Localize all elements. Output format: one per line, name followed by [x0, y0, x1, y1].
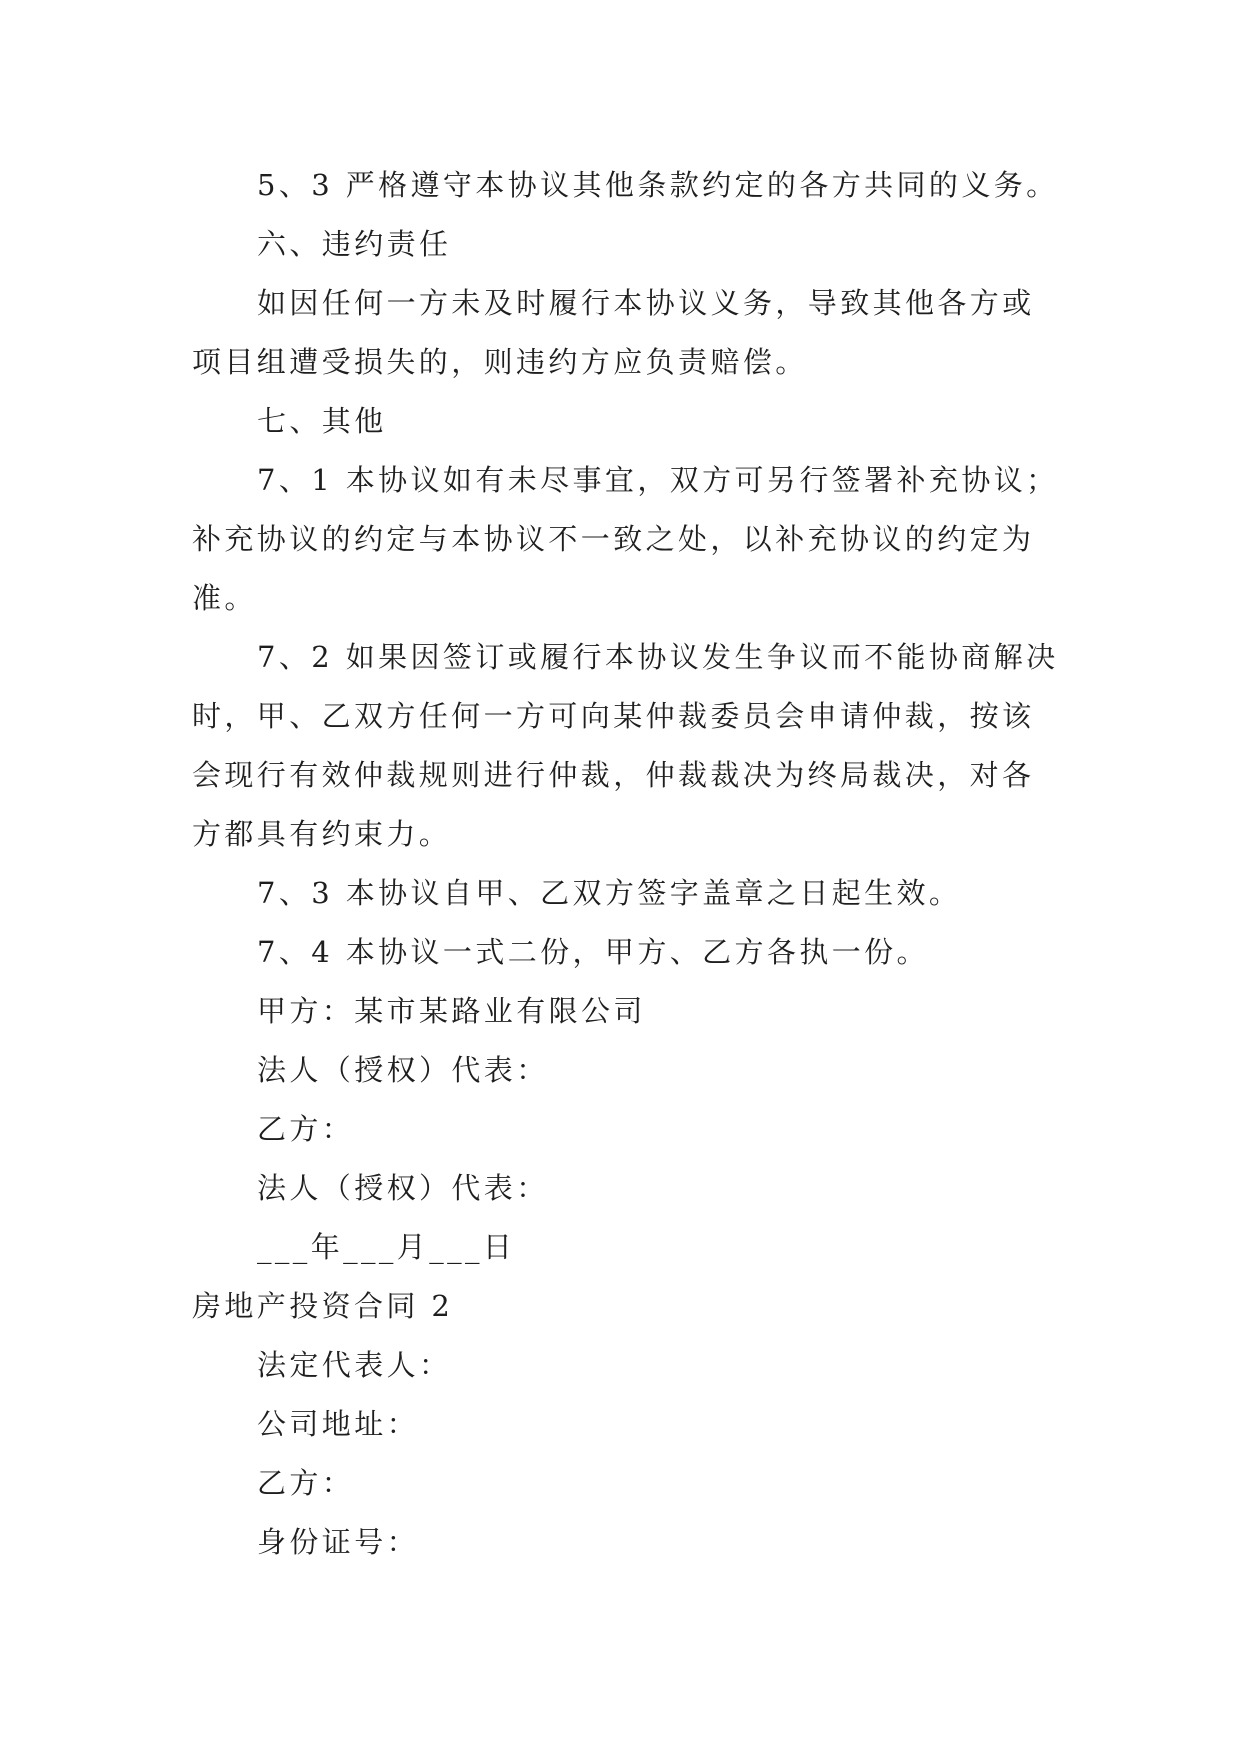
- party-b-representative-line: 法人（授权）代表：: [257, 1171, 549, 1205]
- clause-7-3: 7、3 本协议自甲、乙双方签字盖章之日起生效。: [257, 876, 962, 910]
- legal-representative-line: 法定代表人：: [257, 1348, 452, 1382]
- party-b-line-2: 乙方：: [257, 1466, 355, 1500]
- clause-7-4: 7、4 本协议一式二份，甲方、乙方各执一份。: [257, 935, 929, 969]
- party-b-line: 乙方：: [257, 1112, 355, 1146]
- section-7-heading: 七、其他: [257, 404, 387, 438]
- date-line: ___年___月___日: [257, 1230, 516, 1264]
- section-6-heading: 六、违约责任: [257, 227, 452, 261]
- party-a-line: 甲方：某市某路业有限公司: [257, 994, 646, 1028]
- clause-7-1: 7、1 本协议如有未尽事宜，双方可另行签署补充协议；补充协议的约定与本协议不一致之处，以补充协议的约定为准。: [192, 463, 1059, 615]
- document-body: [192, 156, 1062, 1572]
- id-number-line: 身份证号：: [257, 1525, 420, 1559]
- section-6-text: 如因任何一方未及时履行本协议义务，导致其他各方或项目组遭受损失的，则违约方应负责赔偿。: [192, 286, 1035, 379]
- company-address-line: 公司地址：: [257, 1407, 420, 1441]
- clause-7-2: 7、2 如果因签订或履行本协议发生争议而不能协商解决时，甲、乙双方任何一方可向某仲裁委员会申请仲裁，按该会现行有效仲裁规则进行仲裁，仲裁裁决为终局裁决，对各方都具有约束力。: [192, 640, 1059, 851]
- clause-5-3: 5、3 严格遵守本协议其他条款约定的各方共同的义务。: [257, 168, 1059, 202]
- contract-2-title: 房地产投资合同 2: [192, 1289, 454, 1323]
- party-a-representative-line: 法人（授权）代表：: [257, 1053, 549, 1087]
